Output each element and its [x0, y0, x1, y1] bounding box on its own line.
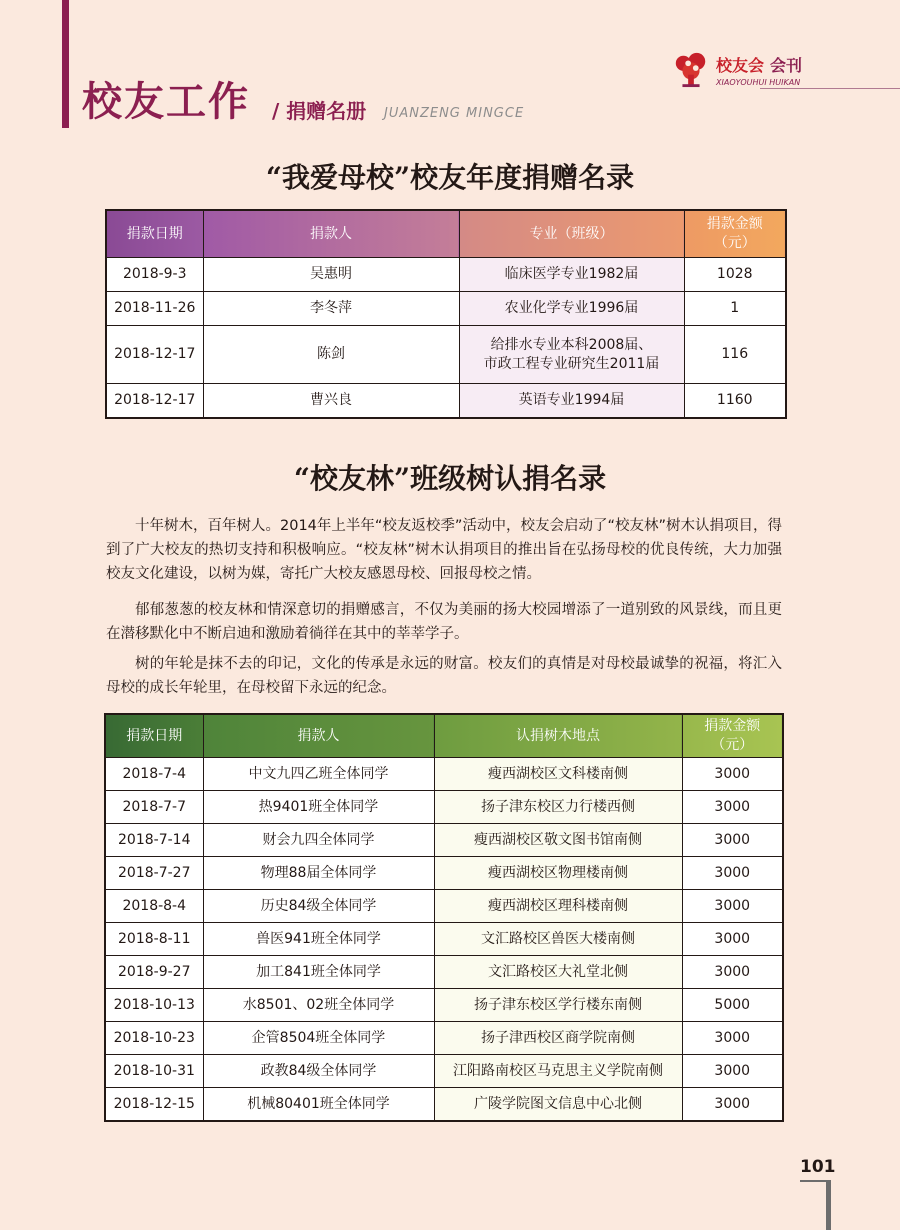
cell-amount: 3000	[682, 923, 783, 956]
cell-donor: 水8501、02班全体同学	[203, 989, 434, 1022]
table-row	[105, 890, 783, 923]
section-subtitle-pinyin: JUANZENG MINGCE	[384, 106, 525, 121]
annual-donation-title: “我爱母校”校友年度捐赠名录	[265, 161, 635, 194]
cell-date: 2018-8-4	[105, 890, 203, 923]
cell-date: 2018-9-27	[105, 956, 203, 989]
header-amount-line2: （元）	[713, 235, 756, 251]
table-row	[105, 1088, 783, 1122]
cell-date: 2018-10-23	[105, 1022, 203, 1055]
table-row	[105, 1055, 783, 1088]
cell-major: 英语专业1994届	[459, 384, 684, 418]
table-row	[105, 956, 783, 989]
tree-donation-rows	[105, 758, 783, 1122]
cell-location: 扬子津东校区学行楼东南侧	[434, 989, 682, 1022]
header-date: 捐款日期	[105, 714, 203, 758]
cell-date: 2018-10-31	[105, 1055, 203, 1088]
section-title: 校友工作	[82, 79, 250, 125]
page-number: 101	[800, 1157, 836, 1177]
cell-donor: 中文九四乙班全体同学	[203, 758, 434, 791]
cell-donor: 政教84级全体同学	[203, 1055, 434, 1088]
cell-amount: 1028	[684, 258, 786, 292]
cell-location: 瘦西湖校区文科楼南侧	[434, 758, 682, 791]
cell-donor: 吴惠明	[203, 258, 459, 292]
cell-donor: 历史84级全体同学	[203, 890, 434, 923]
cell-amount: 3000	[682, 1022, 783, 1055]
alumni-association-logo-icon	[672, 50, 710, 88]
table-row	[106, 384, 786, 418]
cell-donor: 李冬萍	[203, 292, 459, 326]
header-major: 专业（班级）	[459, 210, 684, 258]
cell-amount: 1	[684, 292, 786, 326]
cell-major: 农业化学专业1996届	[459, 292, 684, 326]
cell-amount: 3000	[682, 824, 783, 857]
cell-major	[459, 326, 684, 384]
cell-major: 临床医学专业1982届	[459, 258, 684, 292]
cell-amount: 3000	[682, 857, 783, 890]
table-row	[105, 989, 783, 1022]
table-row	[106, 292, 786, 326]
tree-donation-table	[104, 713, 784, 1122]
header-amount	[682, 714, 783, 758]
cell-date: 2018-7-14	[105, 824, 203, 857]
cell-location: 文汇路校区兽医大楼南侧	[434, 923, 682, 956]
cell-location: 瘦西湖校区理科楼南侧	[434, 890, 682, 923]
logo-name-main: 校友会	[716, 56, 765, 75]
section-accent-bar	[62, 0, 69, 128]
cell-amount: 3000	[682, 1055, 783, 1088]
cell-major-line2: 市政工程专业研究生2011届	[483, 355, 660, 372]
cell-donor: 加工841班全体同学	[203, 956, 434, 989]
cell-location: 瘦西湖校区物理楼南侧	[434, 857, 682, 890]
intro-paragraph-1: 十年树木，百年树人。2014年上半年“校友返校季”活动中，校友会启动了“校友林”树木认捐项目，得到了广大校友的热切支持和积极响应。“校友林”树木认捐项目的推出旨在弘扬母校的优良传统，大力加强校友文化建设，以树为媒，寄托广大校友感恩母校、回报母校之情。	[106, 518, 782, 582]
table-row	[106, 326, 786, 384]
magazine-name	[716, 56, 802, 76]
cell-amount: 5000	[682, 989, 783, 1022]
cell-location: 扬子津西校区商学院南侧	[434, 1022, 682, 1055]
cell-donor: 兽医941班全体同学	[203, 923, 434, 956]
header-amount-line2: （元）	[711, 737, 754, 753]
intro-paragraph-3: 树的年轮是抹不去的印记，文化的传承是永远的财富。校友们的真情是对母校最诚挚的祝福，将汇入母校的成长年轮里，在母校留下永远的纪念。	[106, 656, 782, 696]
cell-date: 2018-12-15	[105, 1088, 203, 1122]
cell-amount: 3000	[682, 791, 783, 824]
header-divider	[760, 88, 900, 89]
table-row	[105, 824, 783, 857]
cell-donor: 热9401班全体同学	[203, 791, 434, 824]
cell-date: 2018-10-13	[105, 989, 203, 1022]
cell-date: 2018-9-3	[106, 258, 203, 292]
cell-donor: 机械80401班全体同学	[203, 1088, 434, 1122]
table-row	[105, 857, 783, 890]
table-row	[105, 923, 783, 956]
cell-date: 2018-12-17	[106, 384, 203, 418]
cell-date: 2018-11-26	[106, 292, 203, 326]
cell-donor: 财会九四全体同学	[203, 824, 434, 857]
header-date: 捐款日期	[106, 210, 203, 258]
cell-amount: 3000	[682, 956, 783, 989]
cell-amount: 116	[684, 326, 786, 384]
cell-location: 广陵学院图文信息中心北侧	[434, 1088, 682, 1122]
table-row	[105, 1022, 783, 1055]
cell-date: 2018-12-17	[106, 326, 203, 384]
cell-location: 瘦西湖校区敬文图书馆南侧	[434, 824, 682, 857]
section-subtitle: / 捐赠名册	[272, 99, 367, 123]
table-row	[105, 758, 783, 791]
logo-name-kan: 会刊	[770, 56, 803, 75]
cell-donor: 物理88届全体同学	[203, 857, 434, 890]
table-row	[106, 258, 786, 292]
table-row	[105, 791, 783, 824]
magazine-name-pinyin: XIAOYOUHUI HUIKAN	[716, 78, 801, 87]
cell-donor: 陈剑	[203, 326, 459, 384]
intro-paragraph-2: 郁郁葱葱的校友林和情深意切的捐赠感言，不仅为美丽的扬大校园增添了一道别致的风景线，而且更在潜移默化中不断启迪和激励着徜徉在其中的莘莘学子。	[106, 602, 782, 642]
cell-location: 江阳路南校区马克思主义学院南侧	[434, 1055, 682, 1088]
cell-major-line1: 给排水专业本科2008届、	[490, 336, 653, 353]
cell-donor: 曹兴良	[203, 384, 459, 418]
cell-donor: 企管8504班全体同学	[203, 1022, 434, 1055]
table-header-row	[105, 714, 783, 758]
cell-location: 文汇路校区大礼堂北侧	[434, 956, 682, 989]
cell-amount: 3000	[682, 890, 783, 923]
cell-date: 2018-7-4	[105, 758, 203, 791]
cell-amount: 3000	[682, 758, 783, 791]
cell-amount: 3000	[682, 1088, 783, 1122]
cell-date: 2018-8-11	[105, 923, 203, 956]
header-donor: 捐款人	[203, 714, 434, 758]
cell-date: 2018-7-27	[105, 857, 203, 890]
header-amount-line1: 捐款金额	[706, 216, 763, 232]
header-amount	[684, 210, 786, 258]
cell-location: 扬子津东校区力行楼西侧	[434, 791, 682, 824]
header-location: 认捐树木地点	[434, 714, 682, 758]
table-header-row	[106, 210, 786, 258]
cell-date: 2018-7-7	[105, 791, 203, 824]
alumni-forest-title: “校友林”班级树认捐名录	[293, 462, 607, 495]
header-amount-line1: 捐款金额	[704, 718, 761, 734]
annual-donation-table	[105, 209, 787, 419]
header-donor: 捐款人	[203, 210, 459, 258]
cell-amount: 1160	[684, 384, 786, 418]
page-edge-bar	[826, 1180, 831, 1230]
